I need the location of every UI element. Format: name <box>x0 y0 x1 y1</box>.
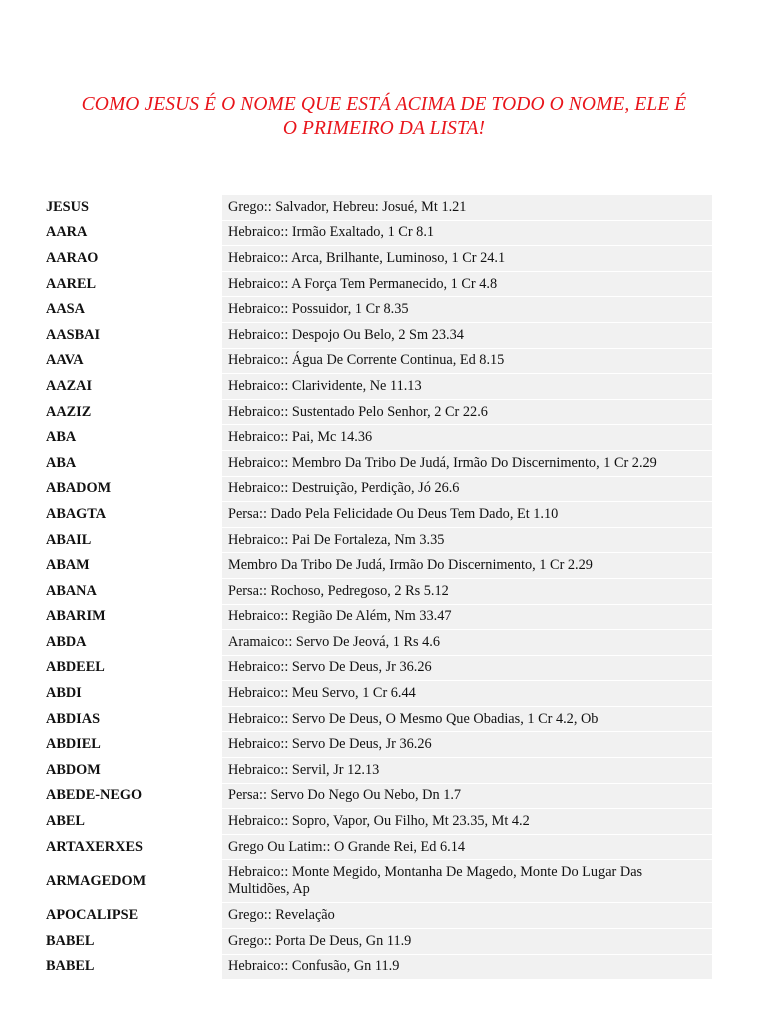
table-row <box>40 195 712 221</box>
table-row <box>40 835 712 861</box>
meaning-cell: Hebraico:: Servo De Deus, Jr 36.26 <box>218 732 712 758</box>
meaning-cell: Hebraico:: Sopro, Vapor, Ou Filho, Mt 23.35, Mt 4.2 <box>218 809 712 835</box>
names-table <box>40 195 712 980</box>
meaning-cell: Grego:: Revelação <box>218 903 712 929</box>
table-row <box>40 732 712 758</box>
meaning-cell: Hebraico:: Destruição, Perdição, Jó 26.6 <box>218 477 712 503</box>
table-row <box>40 903 712 929</box>
page-title <box>24 93 744 141</box>
name-cell: ABDI <box>40 681 218 707</box>
meaning-cell: Grego:: Salvador, Hebreu: Josué, Mt 1.21 <box>218 195 712 221</box>
table-row <box>40 297 712 323</box>
name-cell: AASBAI <box>40 323 218 349</box>
meaning-cell: Aramaico:: Servo De Jeová, 1 Rs 4.6 <box>218 630 712 656</box>
table-row <box>40 784 712 810</box>
name-cell: ABA <box>40 451 218 477</box>
name-cell: ABDEEL <box>40 656 218 682</box>
name-cell: AARAO <box>40 246 218 272</box>
name-cell: ABARIM <box>40 605 218 631</box>
meaning-cell: Hebraico:: Arca, Brilhante, Luminoso, 1 Cr 24.1 <box>218 246 712 272</box>
name-cell: AAVA <box>40 349 218 375</box>
name-cell: ABEDE-NEGO <box>40 784 218 810</box>
table-row <box>40 605 712 631</box>
name-cell: APOCALIPSE <box>40 903 218 929</box>
name-cell: AARA <box>40 221 218 247</box>
meaning-cell: Grego:: Porta De Deus, Gn 11.9 <box>218 929 712 955</box>
meaning-cell: Membro Da Tribo De Judá, Irmão Do Discernimento, 1 Cr 2.29 <box>218 553 712 579</box>
meaning-cell: Hebraico:: Clarividente, Ne 11.13 <box>218 374 712 400</box>
meaning-cell: Hebraico:: Monte Megido, Montanha De Magedo, Monte Do Lugar Das Multidões, Ap <box>218 860 712 903</box>
name-cell: ABDIEL <box>40 732 218 758</box>
table-row <box>40 553 712 579</box>
meaning-cell: Grego Ou Latim:: O Grande Rei, Ed 6.14 <box>218 835 712 861</box>
name-cell: ABDOM <box>40 758 218 784</box>
name-cell: AAZIZ <box>40 400 218 426</box>
name-cell: ABAIL <box>40 528 218 554</box>
name-cell: ABDA <box>40 630 218 656</box>
table-row <box>40 681 712 707</box>
meaning-cell: Hebraico:: Despojo Ou Belo, 2 Sm 23.34 <box>218 323 712 349</box>
meaning-cell: Hebraico:: Servil, Jr 12.13 <box>218 758 712 784</box>
names-table-body <box>40 195 712 980</box>
table-row <box>40 374 712 400</box>
meaning-cell: Persa:: Rochoso, Pedregoso, 2 Rs 5.12 <box>218 579 712 605</box>
meaning-cell: Hebraico:: Confusão, Gn 11.9 <box>218 955 712 981</box>
table-row <box>40 929 712 955</box>
name-cell: ABADOM <box>40 477 218 503</box>
meaning-cell: Hebraico:: Irmão Exaltado, 1 Cr 8.1 <box>218 221 712 247</box>
name-cell: AAREL <box>40 272 218 298</box>
meaning-cell: Hebraico:: Sustentado Pelo Senhor, 2 Cr 22.6 <box>218 400 712 426</box>
table-row <box>40 955 712 981</box>
table-row <box>40 502 712 528</box>
table-row <box>40 272 712 298</box>
name-cell: ARMAGEDOM <box>40 860 218 903</box>
name-cell: ABAM <box>40 553 218 579</box>
name-cell: JESUS <box>40 195 218 221</box>
meaning-cell: Persa:: Servo Do Nego Ou Nebo, Dn 1.7 <box>218 784 712 810</box>
name-cell: BABEL <box>40 955 218 981</box>
table-row <box>40 477 712 503</box>
title-line-1: COMO JESUS É O NOME QUE ESTÁ ACIMA DE TODO O NOME, ELE É <box>81 94 687 115</box>
table-row <box>40 630 712 656</box>
meaning-cell: Hebraico:: Água De Corrente Continua, Ed 8.15 <box>218 349 712 375</box>
name-cell: ABA <box>40 425 218 451</box>
title-line-2: O PRIMEIRO DA LISTA! <box>282 118 486 139</box>
table-row <box>40 349 712 375</box>
table-row <box>40 758 712 784</box>
name-cell: ABEL <box>40 809 218 835</box>
name-cell: BABEL <box>40 929 218 955</box>
name-cell: AAZAI <box>40 374 218 400</box>
meaning-cell: Hebraico:: Possuidor, 1 Cr 8.35 <box>218 297 712 323</box>
meaning-cell: Hebraico:: Pai De Fortaleza, Nm 3.35 <box>218 528 712 554</box>
table-row <box>40 451 712 477</box>
table-row <box>40 246 712 272</box>
meaning-cell: Hebraico:: Servo De Deus, Jr 36.26 <box>218 656 712 682</box>
name-cell: AASA <box>40 297 218 323</box>
meaning-cell: Hebraico:: Servo De Deus, O Mesmo Que Obadias, 1 Cr 4.2, Ob <box>218 707 712 733</box>
meaning-cell: Hebraico:: A Força Tem Permanecido, 1 Cr 4.8 <box>218 272 712 298</box>
meaning-cell: Hebraico:: Pai, Mc 14.36 <box>218 425 712 451</box>
name-cell: ABDIAS <box>40 707 218 733</box>
table-row <box>40 400 712 426</box>
meaning-cell: Hebraico:: Membro Da Tribo De Judá, Irmão Do Discernimento, 1 Cr 2.29 <box>218 451 712 477</box>
name-cell: ABAGTA <box>40 502 218 528</box>
table-row <box>40 221 712 247</box>
name-cell: ABANA <box>40 579 218 605</box>
table-row <box>40 579 712 605</box>
table-row <box>40 528 712 554</box>
name-cell: ARTAXERXES <box>40 835 218 861</box>
meaning-cell: Persa:: Dado Pela Felicidade Ou Deus Tem Dado, Et 1.10 <box>218 502 712 528</box>
table-row <box>40 656 712 682</box>
table-row <box>40 425 712 451</box>
meaning-cell: Hebraico:: Região De Além, Nm 33.47 <box>218 605 712 631</box>
meaning-cell: Hebraico:: Meu Servo, 1 Cr 6.44 <box>218 681 712 707</box>
table-row <box>40 323 712 349</box>
table-row <box>40 809 712 835</box>
table-row <box>40 860 712 903</box>
table-row <box>40 707 712 733</box>
